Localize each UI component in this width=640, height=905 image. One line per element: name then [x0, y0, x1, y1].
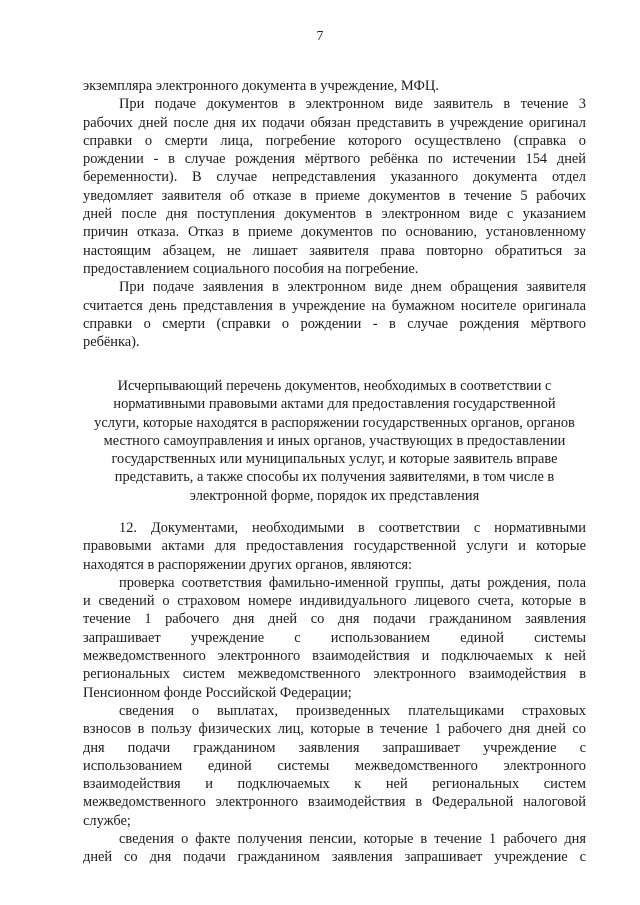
- text-line: Пенсионном фонде Российской Федерации;: [83, 684, 352, 701]
- text-line: предоставлением социального пособия на погребение.: [83, 260, 419, 277]
- text-line: взаимодействия и подключаемых к ней региональных систем: [83, 776, 586, 793]
- text-line: экземпляра электронного документа в учреждение, МФЦ.: [83, 78, 439, 94]
- text-line: рождении - в случае рождения мёртвого ребёнка по истечении 154 дней: [83, 151, 586, 168]
- heading-line: Исчерпывающий перечень документов, необходимых в соответствии с: [117, 378, 552, 394]
- heading-line: услуги, которые находятся в распоряжении государственных органов, органов: [94, 414, 575, 431]
- heading-line: государственных или муниципальных услуг, и которые заявитель вправе: [111, 451, 558, 468]
- heading-line: представить, а также способы их получения заявителями, в том числе в: [114, 469, 555, 486]
- text-line: находятся в распоряжении других органов, являются:: [83, 556, 412, 573]
- body-text-top: [83, 77, 586, 351]
- text-line: При подаче документов в электронном виде заявитель в течение 3: [119, 96, 586, 113]
- text-line: уведомляет заявителя об отказе в приеме документов в течение 5 рабочих: [83, 187, 586, 204]
- paragraph: [83, 77, 586, 95]
- heading-line: электронной форме, порядок их представления: [189, 487, 480, 504]
- paragraph: [83, 278, 586, 351]
- body-text-bottom: [83, 519, 586, 867]
- paragraph: [83, 574, 586, 702]
- text-line: запрашивает учреждение с использованием единой системы: [83, 629, 586, 646]
- paragraph: [83, 519, 586, 574]
- text-line: причин отказа. Отказ в приеме документов по основанию, установленному: [83, 224, 586, 241]
- text-line: справки о смерти (справки о рождении - в случае рождения мёртвого: [83, 315, 586, 332]
- paragraph: [83, 830, 586, 867]
- text-line: дня подачи гражданином заявления запрашивает учреждение с: [83, 739, 586, 756]
- text-line: межведомственного электронного взаимодействия и подключаемых к ней: [83, 648, 586, 665]
- text-line: службе;: [83, 812, 131, 829]
- text-line: ребёнка).: [83, 334, 140, 351]
- paragraph: [83, 702, 586, 830]
- text-line: считается день представления в учреждение на бумажном носителе оригинала: [83, 297, 586, 314]
- heading-line: местного самоуправления и иных органов, участвующих в предоставлении: [103, 432, 566, 449]
- text-line: сведения о факте получения пенсии, которые в течение 1 рабочего дня: [119, 831, 586, 848]
- text-line: 12. Документами, необходимыми в соответствии с нормативными: [119, 520, 586, 536]
- text-line: использованием единой системы межведомственного электронного: [83, 757, 586, 774]
- heading-line: нормативными правовыми актами для предоставления государственной: [113, 396, 556, 413]
- page-number: 7: [316, 28, 324, 43]
- text-line: дней со дня подачи гражданином заявления запрашивает учреждение с: [83, 849, 586, 866]
- text-line: рабочих дней после дня их подачи обязан представить в учреждение оригинал: [83, 114, 586, 131]
- text-line: При подаче заявления в электронном виде днем обращения заявителя: [119, 279, 586, 296]
- text-line: и сведений о страховом номере индивидуального лицевого счета, которые в: [83, 593, 586, 610]
- text-line: правовыми актами для предоставления государственной услуги и которые: [83, 538, 586, 555]
- text-line: дней после дня поступления документов в электронном виде с указанием: [83, 206, 586, 223]
- text-line: настоящим абзацем, не лишает заявителя права повторно обратиться за: [83, 242, 586, 259]
- paragraph: [83, 95, 586, 278]
- text-line: справки о смерти лица, погребение которого осуществлено (справка о: [83, 132, 586, 149]
- text-line: межведомственного электронного взаимодействия в Федеральной налоговой: [83, 794, 586, 811]
- text-line: региональных систем межведомственного электронного взаимодействия в: [83, 666, 586, 683]
- text-line: проверка соответствия фамильно-именной группы, даты рождения, пола: [119, 574, 586, 591]
- text-line: взносов в пользу физических лиц, которые в течение 1 рабочего дня дней со: [83, 721, 586, 738]
- text-line: сведения о выплатах, произведенных плательщиками страховых: [119, 702, 586, 719]
- section-heading: [83, 377, 586, 505]
- text-line: беременности). В случае непредставления указанного документа отдел: [83, 169, 586, 186]
- text-line: течение 1 рабочего дня дней со дня подачи гражданином заявления: [83, 611, 586, 628]
